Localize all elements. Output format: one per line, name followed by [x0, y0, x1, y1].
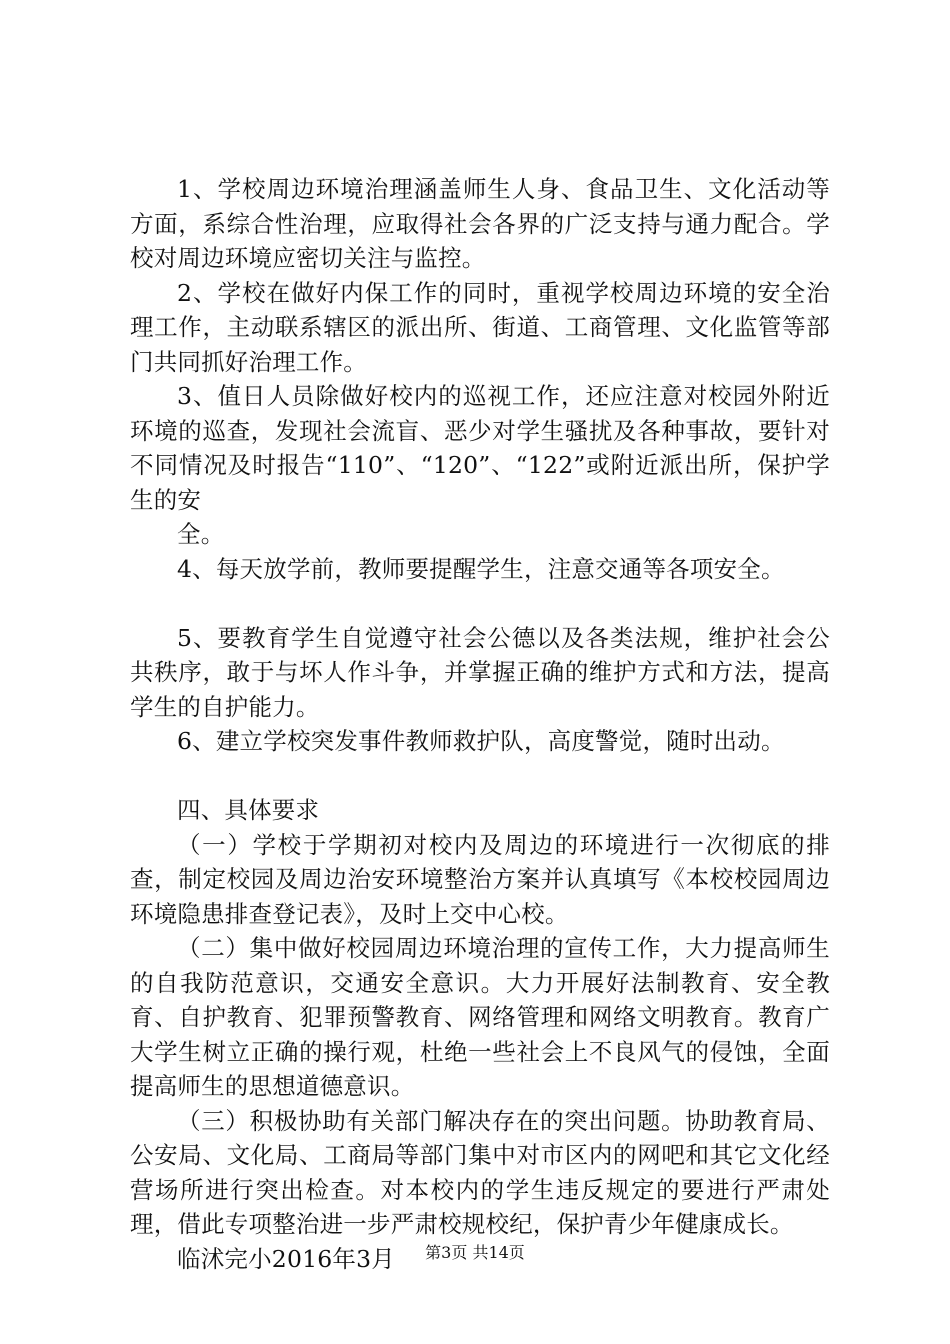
paragraph-4: 4、每天放学前，教师要提醒学生，注意交通等各项安全。 [177, 554, 785, 583]
paragraph-6: 6、建立学校突发事件教师救护队，高度警觉，随时出动。 [177, 727, 785, 755]
requirement-3: （三）积极协助有关部门解决存在的突出问题。协助教育局、公安局、文化局、工商局等部门集中对市区内的网吧和其它文化经营场所进行突出检查。对本校内的学生违反规定的要进行严肃处理，借此专项整治进一步严肃校规校纪，保护青少年健康成长。 [130, 1106, 830, 1238]
requirement-2: （二）集中做好校园周边环境治理的宣传工作，大力提高师生的自我防范意识，交通安全意识。大力开展好法制教育、安全教育、自护教育、犯罪预警教育、网络管理和网络文明教育。教育广大学生树立正确的操行观，杜绝一些社会上不良风气的侵蚀，全面提高师生的思想道德意识。 [130, 934, 830, 1100]
section-heading: 四、具体要求 [177, 796, 320, 824]
paragraph-3: 3、值日人员除做好校内的巡视工作，还应注意对校园外附近环境的巡查，发现社会流盲、恶少对学生骚扰及各种事故，要针对不同情况及时报告“110”、“120”、“122”或附近派出所，保护学生的安 [130, 382, 830, 514]
spacer [130, 586, 830, 621]
requirement-1: （一）学校于学期初对校内及周边的环境进行一次彻底的排查，制定校园及周边治安环境整治方案并认真填写《本校校园周边环境隐患排查登记表》，及时上交中心校。 [130, 830, 830, 928]
paragraph-2: 2、学校在做好内保工作的同时，重视学校周边环境的安全治理工作，主动联系辖区的派出所、街道、工商管理、文化监管等部门共同抓好治理工作。 [130, 278, 830, 376]
spacer [130, 759, 830, 794]
signature-line: 临沭完小2016年3月 [177, 1244, 395, 1273]
paragraph-1: 1、学校周边环境治理涵盖师生人身、食品卫生、文化活动等方面，系综合性治理，应取得社会各界的广泛支持与通力配合。学校对周边环境应密切关注与监控。 [130, 175, 830, 272]
paragraph-5: 5、要教育学生自觉遵守社会公德以及各类法规，维护社会公共秩序，敢于与坏人作斗争，并掌握正确的维护方式和方法，提高学生的自护能力。 [130, 623, 830, 721]
page-number-footer: 第3页 共14页 [425, 1243, 525, 1262]
document-body [130, 172, 830, 1276]
paragraph-3-continued: 全。 [177, 520, 225, 548]
